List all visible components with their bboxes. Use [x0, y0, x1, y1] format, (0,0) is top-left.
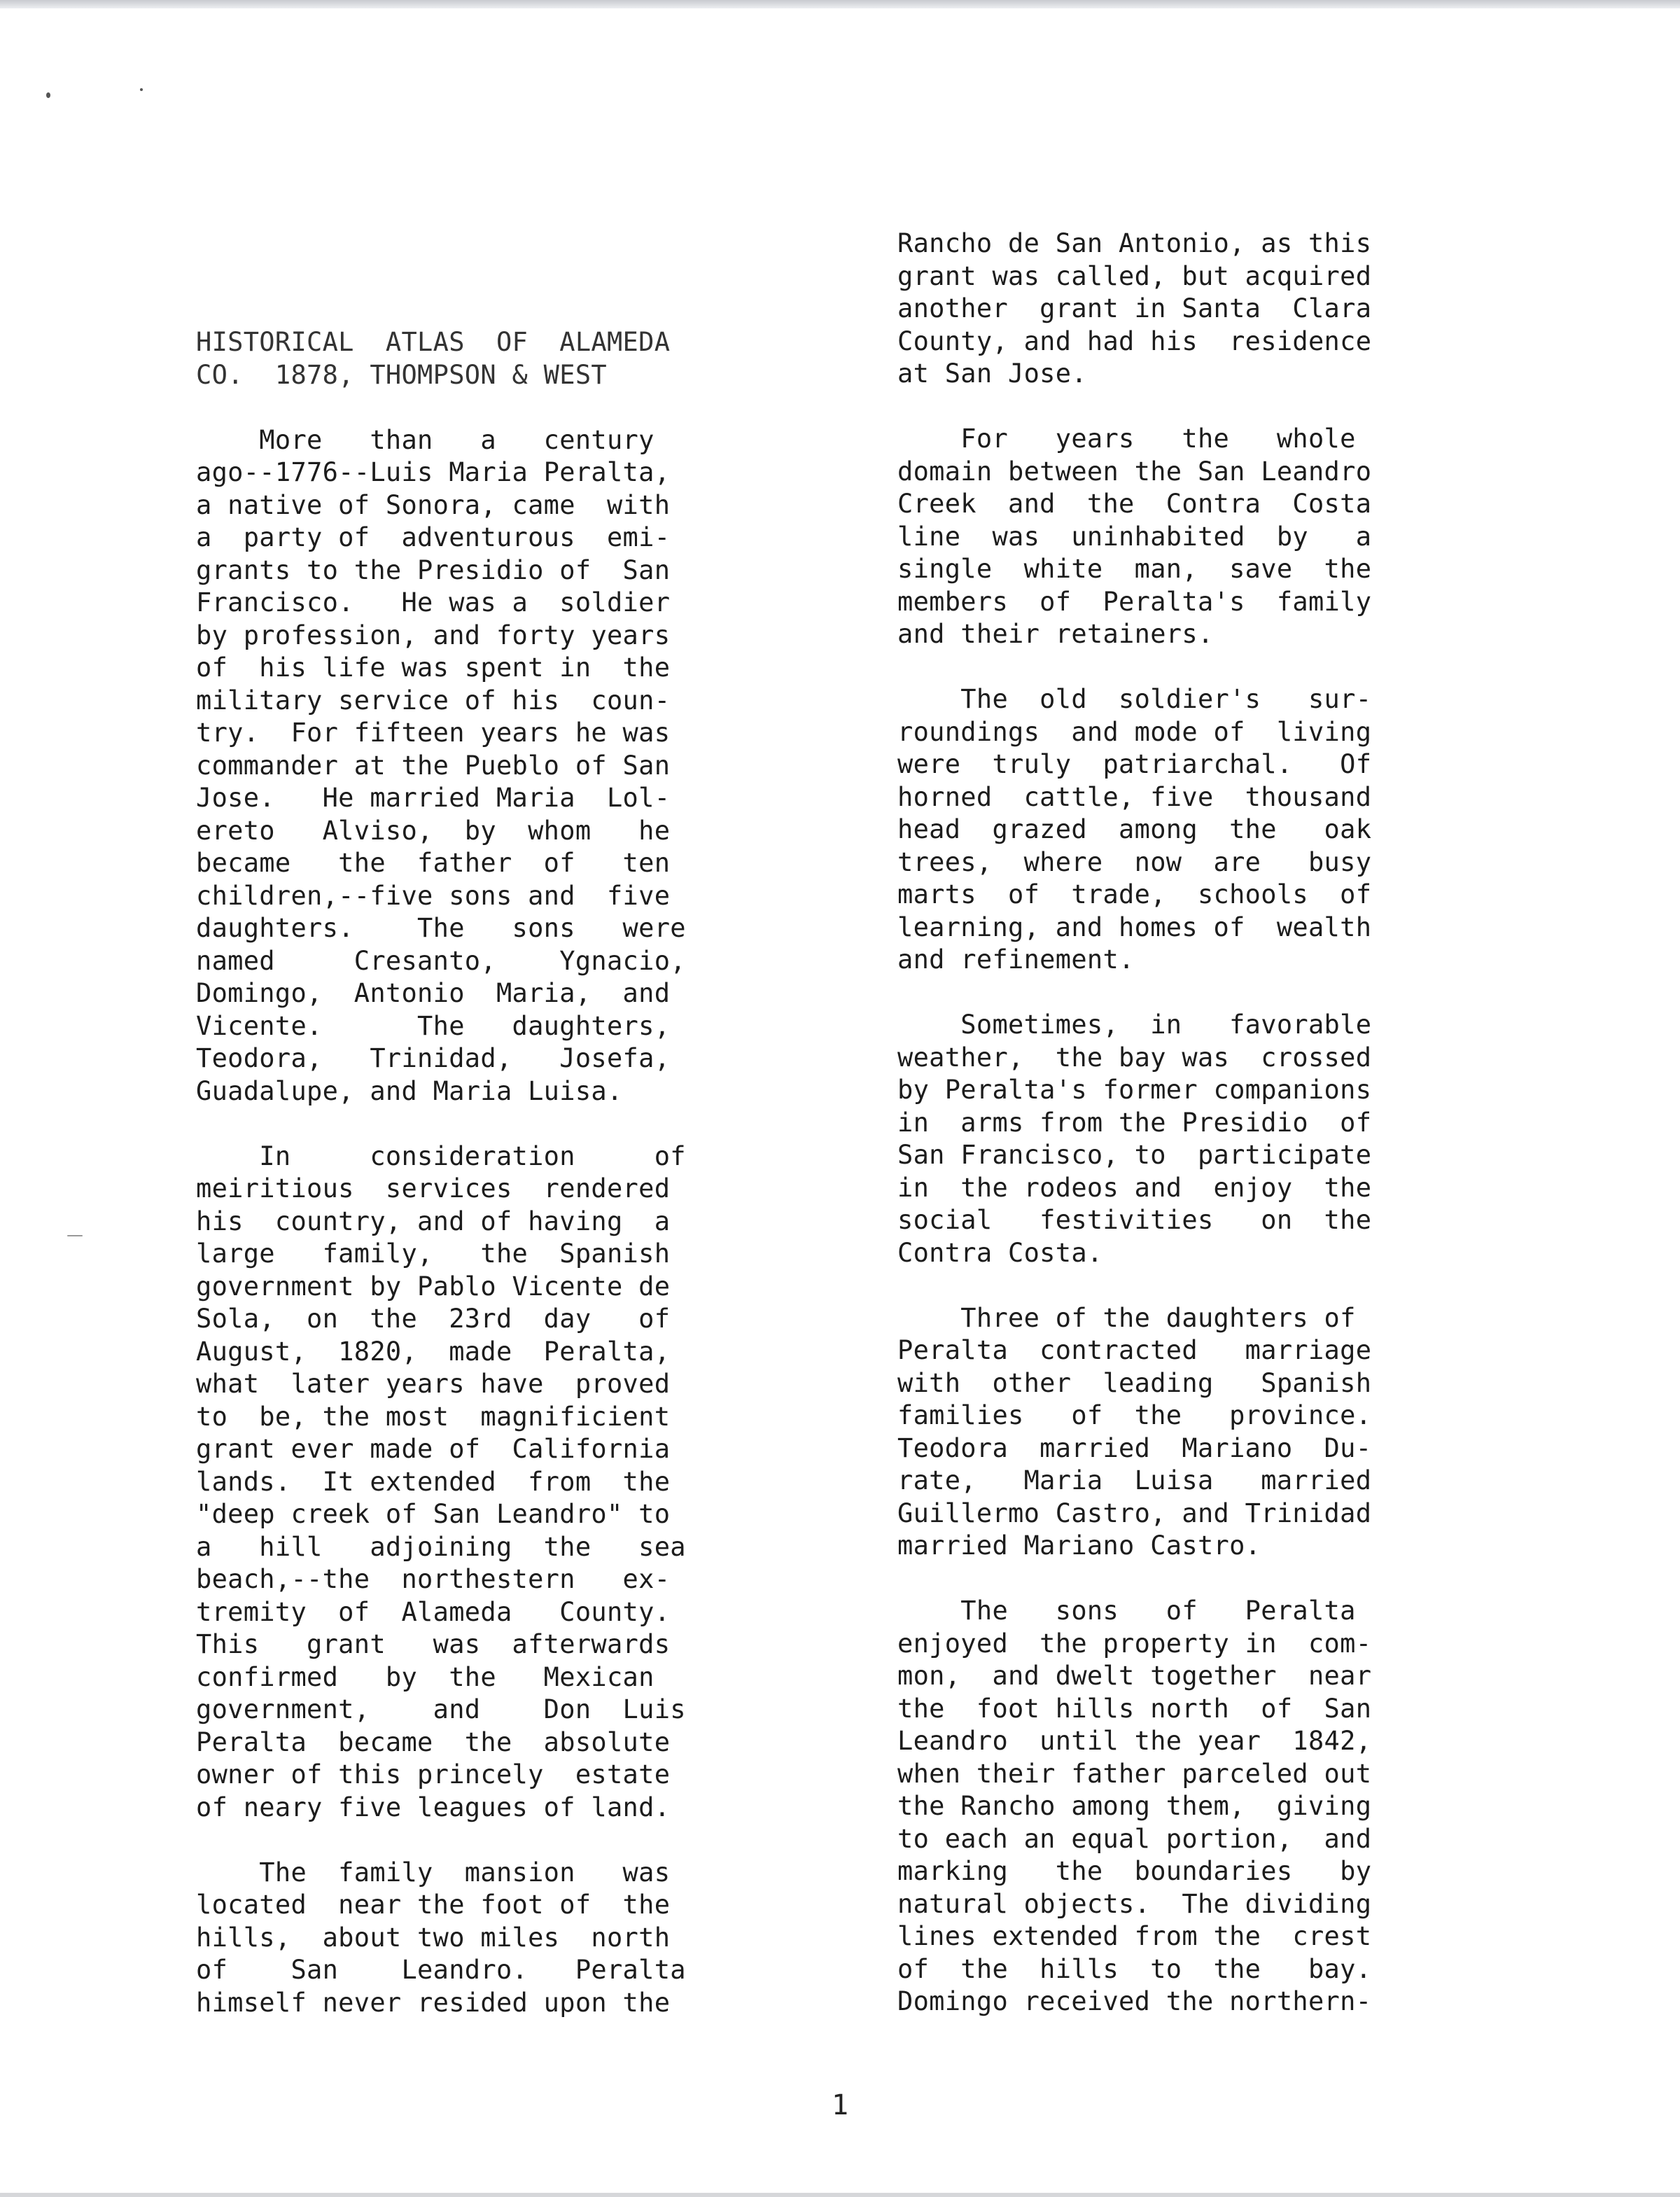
right-paragraphs — [897, 228, 1499, 2018]
left-column — [196, 0, 798, 2052]
paragraph — [196, 1141, 798, 1825]
text-line: domain between the San Leandro — [897, 456, 1372, 487]
paragraph — [897, 423, 1499, 651]
text-line: to each an equal portion, and — [897, 1823, 1372, 1854]
heading-line: HISTORICAL ATLAS OF ALAMEDA — [196, 327, 671, 357]
text-line: horned cattle, five thousand — [897, 781, 1372, 812]
text-line: another grant in Santa Clara — [897, 293, 1372, 323]
text-line: Jose. He married Maria Lol- — [196, 783, 671, 813]
text-line: owner of this princely estate — [196, 1759, 671, 1790]
text-line: a native of Sonora, came with — [196, 489, 671, 520]
text-line: of his life was spent in the — [196, 653, 671, 683]
text-line: himself never resided upon the — [196, 1987, 671, 2018]
text-line: lines extended from the crest — [897, 1921, 1372, 1951]
text-line: This grant was afterwards — [196, 1629, 671, 1659]
text-line: lands. It extended from the — [196, 1466, 671, 1497]
text-line: military service of his coun- — [196, 685, 671, 716]
text-line: August, 1820, made Peralta, — [196, 1336, 671, 1367]
text-line: Domingo, Antonio Maria, and — [196, 978, 671, 1008]
scan-bottom-edge — [0, 2193, 1680, 2197]
text-line: head grazed among the oak — [897, 814, 1372, 844]
document-heading — [196, 326, 798, 391]
text-line: became the father of ten — [196, 848, 671, 878]
text-line: Three of the daughters of — [897, 1302, 1356, 1333]
text-line: More than a century — [196, 424, 654, 455]
text-line: beach,--the northestern ex- — [196, 1564, 671, 1594]
text-line: marking the boundaries by — [897, 1856, 1372, 1886]
text-line: County, and had his residence — [897, 326, 1372, 356]
text-line: members of Peralta's family — [897, 586, 1372, 617]
paragraph — [897, 1595, 1499, 2018]
text-line: ago--1776--Luis Maria Peralta, — [196, 457, 671, 487]
text-line: named Cresanto, Ygnacio, — [196, 945, 686, 976]
text-line: roundings and mode of living — [897, 716, 1372, 747]
text-line: The family mansion was — [196, 1857, 671, 1888]
text-line: Leandro until the year 1842, — [897, 1726, 1372, 1756]
text-line: were truly patriarchal. Of — [897, 749, 1372, 779]
text-line: when their father parceled out — [897, 1758, 1372, 1789]
text-line: San Francisco, to participate — [897, 1140, 1372, 1170]
text-line: confirmed by the Mexican — [196, 1661, 654, 1692]
text-line: by profession, and forty years — [196, 620, 671, 650]
text-line: government by Pablo Vicente de — [196, 1271, 671, 1302]
heading-line: CO. 1878, THOMPSON & WEST — [196, 359, 607, 390]
text-line: located near the foot of the — [196, 1890, 671, 1920]
text-line: the foot hills north of San — [897, 1693, 1372, 1724]
text-line: government, and Don Luis — [196, 1694, 686, 1724]
text-line: Creek and the Contra Costa — [897, 489, 1372, 519]
text-line: Guillermo Castro, and Trinidad — [897, 1498, 1372, 1528]
text-line: of neary five leagues of land. — [196, 1792, 671, 1822]
text-line: commander at the Pueblo of San — [196, 750, 671, 781]
paragraph — [897, 1302, 1499, 1563]
text-line: Contra Costa. — [897, 1237, 1103, 1268]
text-line: in arms from the Presidio of — [897, 1107, 1372, 1138]
scan-speck — [46, 92, 50, 98]
text-line: families of the province. — [897, 1400, 1372, 1430]
text-line: single white man, save the — [897, 554, 1372, 584]
text-line: and their retainers. — [897, 619, 1214, 649]
text-line: large family, the Spanish — [196, 1239, 671, 1269]
scan-speck — [140, 88, 143, 91]
text-line: daughters. The sons were — [196, 913, 686, 943]
text-line: natural objects. The dividing — [897, 1888, 1372, 1919]
text-line: try. For fifteen years he was — [196, 718, 671, 748]
text-line: his country, and of having a — [196, 1206, 671, 1236]
text-line: enjoyed the property in com- — [897, 1628, 1372, 1659]
text-line: in the rodeos and enjoy the — [897, 1172, 1372, 1203]
text-line: weather, the bay was crossed — [897, 1042, 1372, 1073]
text-line: mon, and dwelt together near — [897, 1661, 1372, 1691]
text-line: the Rancho among them, giving — [897, 1791, 1372, 1821]
text-line: The old soldier's sur- — [897, 684, 1372, 714]
text-line: Rancho de San Antonio, as this — [897, 228, 1372, 258]
text-line: ereto Alviso, by whom he — [196, 815, 671, 846]
text-line: grant was called, but acquired — [897, 260, 1372, 291]
text-line: Vicente. The daughters, — [196, 1010, 671, 1041]
paragraph — [196, 1857, 798, 2020]
text-line: grants to the Presidio of San — [196, 555, 671, 585]
paragraph — [897, 228, 1499, 391]
text-line: Teodora married Mariano Du- — [897, 1432, 1372, 1463]
text-line: grant ever made of California — [196, 1434, 671, 1464]
text-line: Sola, on the 23rd day of — [196, 1304, 671, 1334]
left-paragraphs — [196, 424, 798, 2020]
text-line: In consideration of — [196, 1141, 686, 1171]
text-line: line was uninhabited by a — [897, 521, 1372, 552]
text-line: and refinement. — [897, 944, 1135, 975]
text-line: of the hills to the bay. — [897, 1953, 1372, 1984]
page-number: 1 — [831, 2089, 849, 2121]
text-line: For years the whole — [897, 424, 1356, 454]
text-line: "deep creek of San Leandro" to — [196, 1499, 671, 1529]
text-line: Teodora, Trinidad, Josefa, — [196, 1043, 671, 1073]
text-line: a party of adventurous emi- — [196, 522, 671, 552]
text-line: Peralta contracted marriage — [897, 1335, 1372, 1365]
text-line: rate, Maria Luisa married — [897, 1465, 1372, 1495]
text-line: of San Leandro. Peralta — [196, 1955, 686, 1985]
text-line: to be, the most magnificient — [196, 1401, 671, 1432]
text-line: married Mariano Castro. — [897, 1530, 1261, 1561]
text-line: what later years have proved — [196, 1369, 671, 1399]
text-line: social festivities on the — [897, 1205, 1372, 1235]
paragraph — [897, 683, 1499, 977]
paragraph — [897, 1009, 1499, 1269]
text-line: The sons of Peralta — [897, 1596, 1356, 1626]
paragraph — [196, 424, 798, 1108]
text-line: marts of trade, schools of — [897, 879, 1372, 909]
text-line: with other leading Spanish — [897, 1367, 1372, 1398]
text-line: at San Jose. — [897, 358, 1087, 389]
text-line: Domingo received the northern- — [897, 1986, 1372, 2016]
text-line: a hill adjoining the sea — [196, 1531, 686, 1562]
scan-speck — [67, 1235, 83, 1236]
text-line: children,--five sons and five — [196, 880, 671, 911]
text-line: meiritious services rendered — [196, 1173, 671, 1204]
text-line: Guadalupe, and Maria Luisa. — [196, 1075, 623, 1106]
text-line: Francisco. He was a soldier — [196, 587, 671, 618]
text-line: Peralta became the absolute — [196, 1727, 671, 1757]
text-line: Sometimes, in favorable — [897, 1010, 1372, 1040]
text-line: by Peralta's former companions — [897, 1075, 1372, 1105]
right-column — [897, 0, 1499, 2051]
text-line: tremity of Alameda County. — [196, 1596, 671, 1627]
text-line: learning, and homes of wealth — [897, 912, 1372, 942]
text-line: hills, about two miles north — [196, 1922, 671, 1953]
text-line: trees, where now are busy — [897, 846, 1372, 877]
